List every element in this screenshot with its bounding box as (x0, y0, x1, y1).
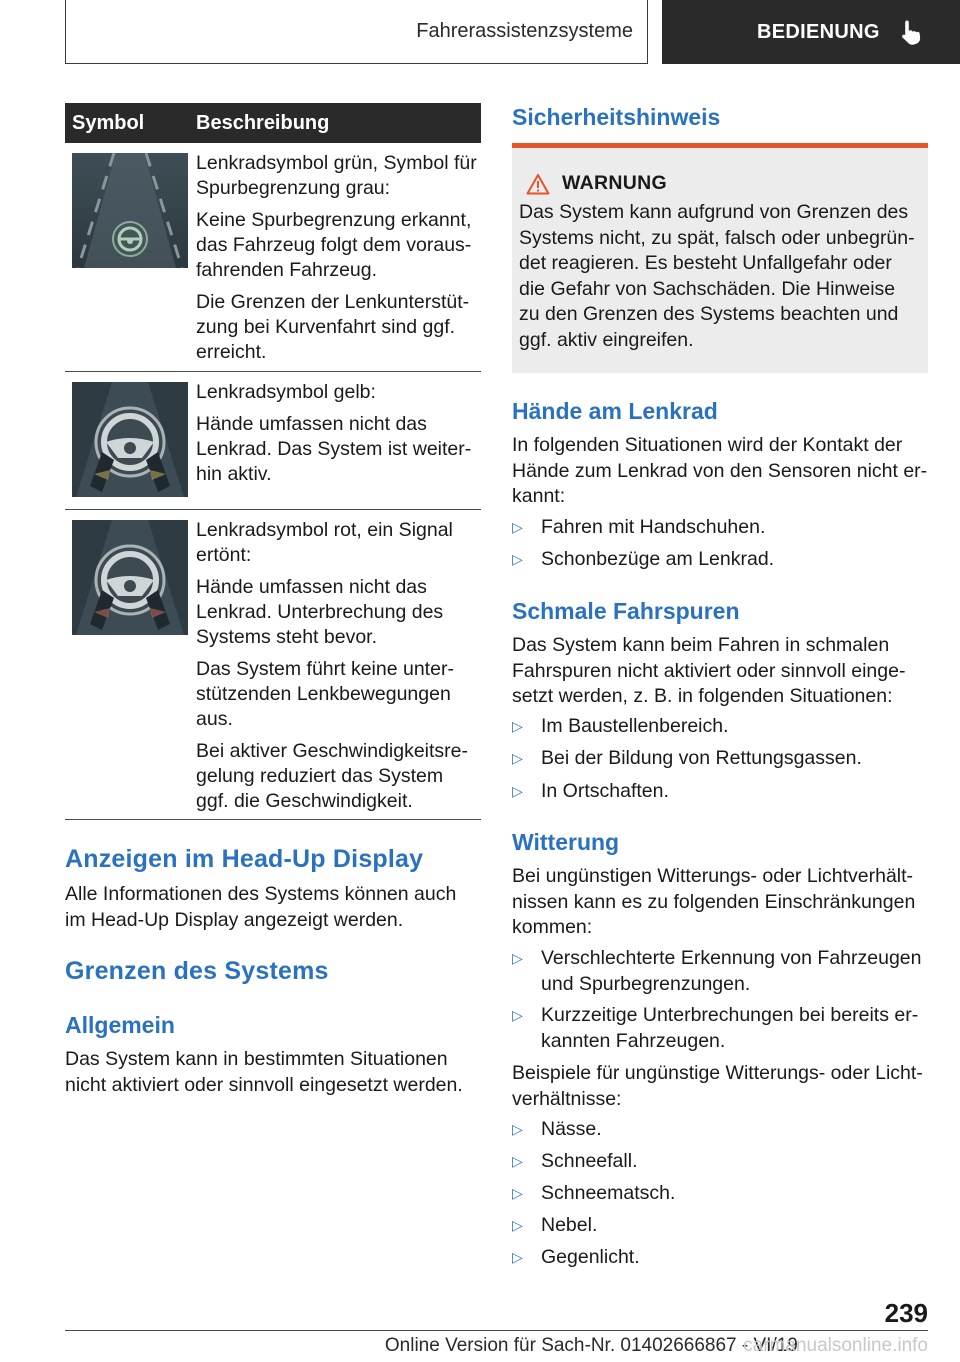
heading-general: Allgemein (65, 1012, 175, 1038)
bullet-triangle-icon: ▷ (512, 1007, 523, 1023)
bullet-triangle-icon: ▷ (512, 750, 523, 766)
general-paragraph: Das System kann in bestimmten Situationen nicht aktiviert oder sinnvoll eingesetzt werden. (65, 1048, 463, 1096)
heading-weather: Witterung (512, 829, 620, 855)
list-item: ▷ Schneefall. (512, 1149, 928, 1175)
header-section-title: Fahrerassistenzsysteme (416, 20, 633, 42)
list-item: ▷ In Ortschaften. (512, 779, 928, 805)
bullet-triangle-icon: ▷ (512, 1217, 523, 1233)
page-number: 239 (884, 1298, 928, 1328)
bullet-triangle-icon: ▷ (512, 1153, 523, 1169)
row3-line3: Das System führt keine unter-stützenden Lenkbewegungen aus. (196, 658, 454, 730)
list-item: ▷ Gegenlicht. (512, 1245, 928, 1271)
row1-line1: Lenkradsymbol grün, Symbol für Spurbegrenzung grau: (196, 152, 477, 199)
warning-header (519, 172, 920, 195)
warning-label: WARNUNG (562, 172, 668, 194)
header-chapter-title: BEDIENUNG (757, 20, 880, 43)
row1-line2: Keine Spurbegrenzung erkannt, das Fahrzeug folgt dem voraus-fahrenden Fahrzeug. (196, 209, 472, 281)
bullet-triangle-icon: ▷ (512, 783, 523, 799)
heading-narrow-lanes: Schmale Fahrspuren (512, 598, 740, 624)
footer-version (385, 1335, 928, 1357)
bullet-triangle-icon: ▷ (512, 1249, 523, 1265)
list-item: ▷ Verschlechterte Erkennung von Fahrzeugen und Spurbegrenzungen. (512, 947, 922, 995)
list-item: ▷ Kurzzeitige Unterbrechungen bei bereits er-kannten Fahrzeugen. (512, 1004, 919, 1052)
header-section-tab (65, 0, 648, 64)
row2-line2: Hände umfassen nicht das Lenkrad. Das System ist weiter-hin aktiv. (196, 413, 472, 485)
header-chapter-tab (662, 0, 960, 64)
bullet-triangle-icon: ▷ (512, 1185, 523, 1201)
list-item: ▷ Nässe. (512, 1117, 928, 1143)
warning-box (512, 143, 928, 373)
heading-system-limits: Grenzen des Systems (65, 957, 329, 985)
steering-wheel-green-icon (72, 153, 188, 268)
steering-wheel-red-hands-icon (72, 520, 188, 635)
row3-line2: Hände umfassen nicht das Lenkrad. Unterbrechung des Systems steht bevor. (196, 576, 444, 648)
bullet-triangle-icon: ▷ (512, 519, 523, 535)
table-row (65, 510, 481, 820)
footer-divider (65, 1330, 928, 1331)
bullet-triangle-icon: ▷ (512, 1121, 523, 1137)
heading-safety-note: Sicherheitshinweis (512, 104, 721, 130)
pointing-hand-icon (900, 19, 922, 45)
list-item: ▷ Schonbezüge am Lenkrad. (512, 547, 928, 573)
row3-line4: Bei aktiver Geschwindigkeitsre-gelung reduziert das System ggf. die Geschwindigkeit. (196, 740, 469, 812)
list-item: ▷ Nebel. (512, 1213, 928, 1239)
column-header-symbol: Symbol (72, 111, 145, 134)
lanes-paragraph: Das System kann beim Fahren in schmalen Fahrspuren nicht aktiviert oder sinnvoll einge-setzt werden, z. B. in folgenden Situationen: (512, 634, 906, 707)
bullet-triangle-icon: ▷ (512, 551, 523, 567)
examples-paragraph: Beispiele für ungünstige Witterungs- oder Licht-verhältnisse: (512, 1062, 923, 1110)
list-item: ▷ Fahren mit Handschuhen. (512, 515, 928, 541)
warning-triangle-icon (526, 173, 550, 195)
weather-paragraph: Bei ungünstigen Witterungs- oder Lichtverhält-nissen kann es zu folgenden Einschränkungen kommen: (512, 865, 916, 938)
row1-line3: Die Grenzen der Lenkunterstüt-zung bei Kurvenfahrt sind ggf. erreicht. (196, 291, 470, 363)
symbol-table (65, 103, 481, 820)
table-row (65, 143, 481, 372)
column-header-description: Beschreibung (196, 111, 330, 134)
heading-hands-on-wheel: Hände am Lenkrad (512, 398, 718, 424)
hud-paragraph: Alle Informationen des Systems können auch im Head-Up Display angezeigt werden. (65, 883, 457, 931)
heading-head-up-display: Anzeigen im Head-Up Display (65, 845, 424, 873)
warning-text: Das System kann aufgrund von Grenzen des Systems nicht, zu spät, falsch oder unbegrün-det reagieren. Es besteht Unfallgefahr oder die Gefahr von Sachschäden. Die Hinweise zu den Grenzen des Systems beachten und ggf. aktiv eingreifen. (519, 201, 915, 351)
row2-line1: Lenkradsymbol gelb: (196, 381, 376, 403)
online-version-text: Online Version für Sach-Nr. 01402666867 - VI/19 (384, 1335, 798, 1356)
bullet-triangle-icon: ▷ (512, 950, 523, 966)
bullet-triangle-icon: ▷ (512, 718, 523, 734)
list-item: ▷ Schneematsch. (512, 1181, 928, 1207)
steering-wheel-yellow-hands-icon (72, 382, 188, 497)
row3-line1: Lenkradsymbol rot, ein Signal ertönt: (196, 519, 453, 566)
list-item: ▷ Bei der Bildung von Rettungsgassen. (512, 746, 928, 772)
table-header (65, 103, 481, 143)
hands-paragraph: In folgenden Situationen wird der Kontakt der Hände zum Lenkrad von den Sensoren nicht er-kannt: (512, 434, 928, 507)
watermark-text: carmanualsonline.info (743, 1335, 928, 1356)
list-item: ▷ Im Baustellenbereich. (512, 714, 928, 740)
table-row (65, 372, 481, 510)
